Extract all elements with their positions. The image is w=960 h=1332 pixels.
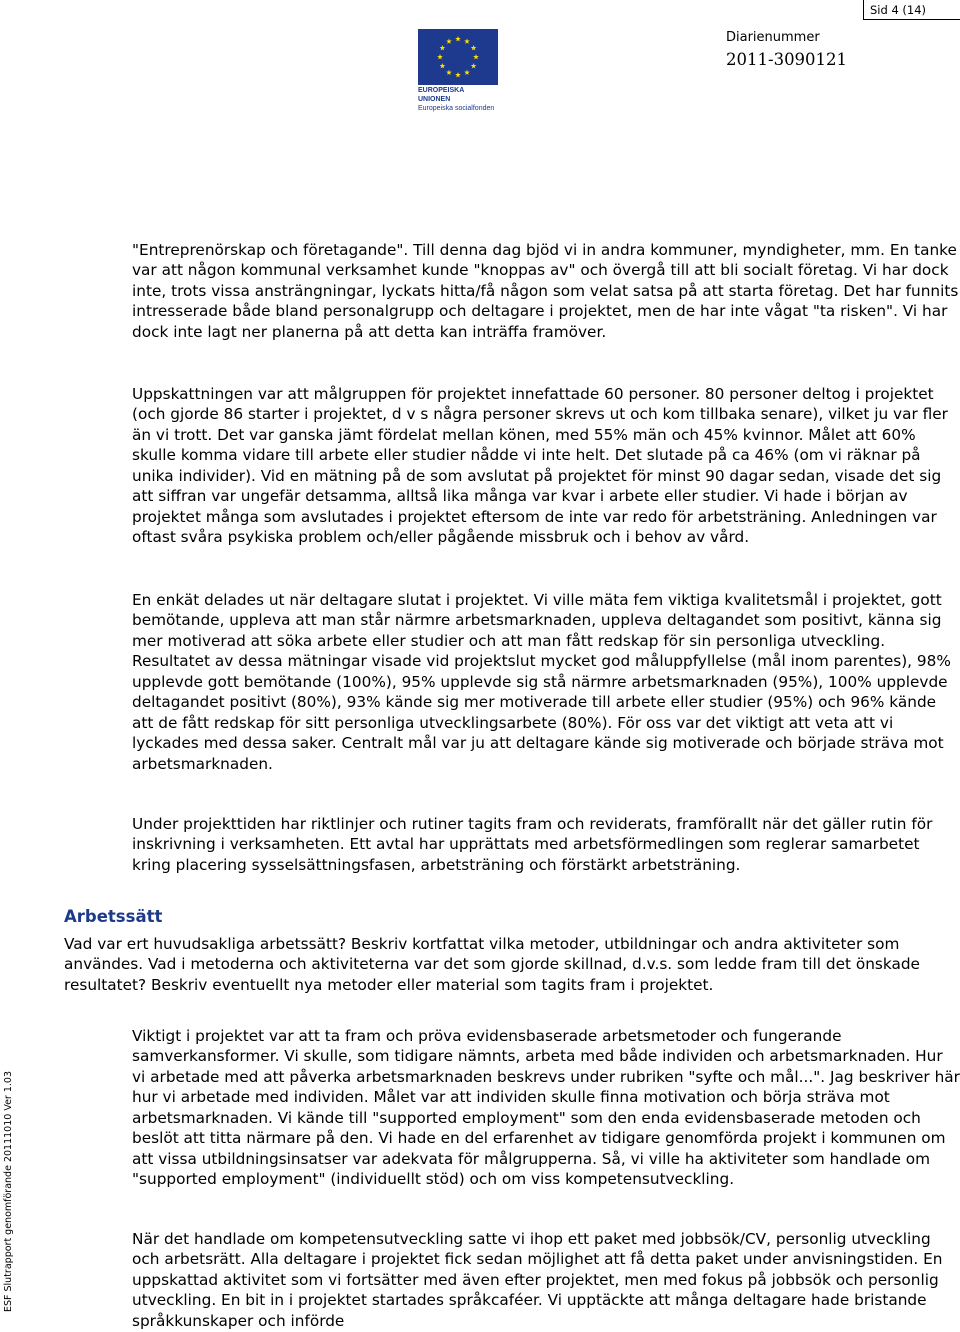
answer-1: Viktigt i projektet var att ta fram och pröva evidensbaserade arbetsmetoder och fungerande samverkansformer. Vi skulle, som tidigare nämnts, arbeta med både individen och arbetsmarknaden. Hur vi arbetade med att påverka arbetsmarknaden beskrevs under rubriken "syfte och mål...". Jag beskriver här hur vi arbetade med individen. Målet var att individen skulle finna motivation och börja sträva mot arbetsmarknaden. Vi kände till "supported employment" som den enda evidensbaserade metoden och beslöt att titta närmare på den. Vi hade en del erfarenhet av tidigare genomförda projekt i kommunen om att vissa utbildningsinsatser var adekvata för målgrupperna. Så, vi ville ha aktiviteter som handlade om "supported employment" (individuellt stöd) och om viss kompetensutveckling.	[132, 1027, 960, 1189]
eu-flag-icon	[418, 29, 498, 85]
paragraph-1: "Entreprenörskap och företagande". Till denna dag bjöd vi in andra kommuner, myndigheter, mm. En tanke var att någon kommunal verksamhet kunde "knoppas av" och övergå till att bli socialt företag. Vi har dock inte, trots vissa ansträngningar, lyckats hitta/få någon som velat satsa på att starta företag. Det har funnits intresserade både bland personalgrupp och deltagare i projektet, men de har inte vågat "ta risken". Vi har dock inte lagt ner planerna på att detta kan inträffa framöver.	[132, 241, 959, 341]
diarie-block	[726, 30, 847, 71]
page-number: Sid 4 (14)	[863, 0, 960, 20]
paragraph-4: Under projekttiden har riktlinjer och rutiner tagits fram och reviderats, framförallt när det gäller rutin för inskrivning i verksamheten. Ett avtal har upprättats med arbetsförmedlingen som reglerar samarbetet kring placering sysselsättningsfasen, arbetsträning och förstärkt arbetsträning.	[132, 815, 933, 874]
logo-line2: Europeiska socialfonden	[418, 105, 495, 112]
paragraph-2: Uppskattningen var att målgruppen för projektet innefattade 60 personer. 80 personer deltog i projektet (och gjorde 86 starter i projektet, d v s några personer skrevs ut och kom tillbaka senare), vilket ju var fler än vi trott. Det var ganska jämt fördelat mellan könen, med 55% män och 45% kvinnor. Målet att 60% skulle komma vidare till arbete eller studier nådde vi inte helt. Det slutade på ca 46% (om vi räknar på unika individer). Vid en mätning på de som avslutat på projektet för minst 90 dagar sedan, visade det sig att siffran var ungefär detsamma, alltså lika många var kvar i arbete eller studier. Vi hade i början av projektet många som avslutades i projektet eftersom de inte var redo för arbetsträning. Anledningen var oftast svåra psykiska problem och/eller pågående missbruk och i behov av vård.	[132, 385, 948, 547]
section-question: Vad var ert huvudsakliga arbetssätt? Beskriv kortfattat vilka metoder, utbildningar och andra aktiviteter som användes. Vad i metoderna och aktiviteterna var det som gjorde skillnad, d.v.s. som ledde fram till det önskade resultatet? Beskriv eventuellt nya metoder eller material som tagits fram i projektet.	[64, 935, 920, 994]
logo-line1: EUROPEISKA UNIONEN	[418, 87, 465, 103]
diarie-label: Diarienummer	[726, 30, 820, 45]
answer-2: När det handlade om kompetensutveckling satte vi ihop ett paket med jobbsök/CV, personlig utveckling och arbetsrätt. Alla deltagare i projektet fick sedan möjlighet att få detta paket under anvisningstiden. En uppskattad aktivitet som vi fortsätter med även efter projektet, men med fokus på jobbsök och personlig utveckling. En bit in i projektet startades språkcaféer. Vi upptäckte att många deltagare hade bristande språkkunskaper och införde	[132, 1230, 943, 1330]
side-footer: ESF Slutrapport genomförande 20111010 Ver 1.03	[3, 1070, 14, 1312]
paragraph-3: En enkät delades ut när deltagare slutat i projektet. Vi ville mäta fem viktiga kvalitetsmål i projektet, gott bemötande, uppleva att man står närmre arbetsmarknaden, uppleva deltagandet som positivt, känna sig mer motiverad att söka arbete eller studier och att man fått redskap för sin personliga utveckling. Resultatet av dessa mätningar visade vid projektslut mycket god måluppfyllelse (mål inom parentes), 98% upplevde gott bemötande (100%), 95% upplevde sig stå närmre arbetsmarknaden (95%), 100% upplevde deltagandet positivt (80%), 93% kände sig mer motiverade till arbete eller studier (95%) och 96% kände att de fått redskap för sitt personliga utvecklingsarbete (80%). För oss var det viktigt att veta att vi lyckades med dessa saker. Centralt mål var ju att deltagare kände sig motiverade och började sträva mot arbetsmarknaden.	[132, 591, 951, 773]
section-heading: Arbetssätt	[64, 907, 163, 926]
diarie-number: 2011-3090121	[726, 50, 848, 69]
eu-logo	[418, 29, 498, 113]
